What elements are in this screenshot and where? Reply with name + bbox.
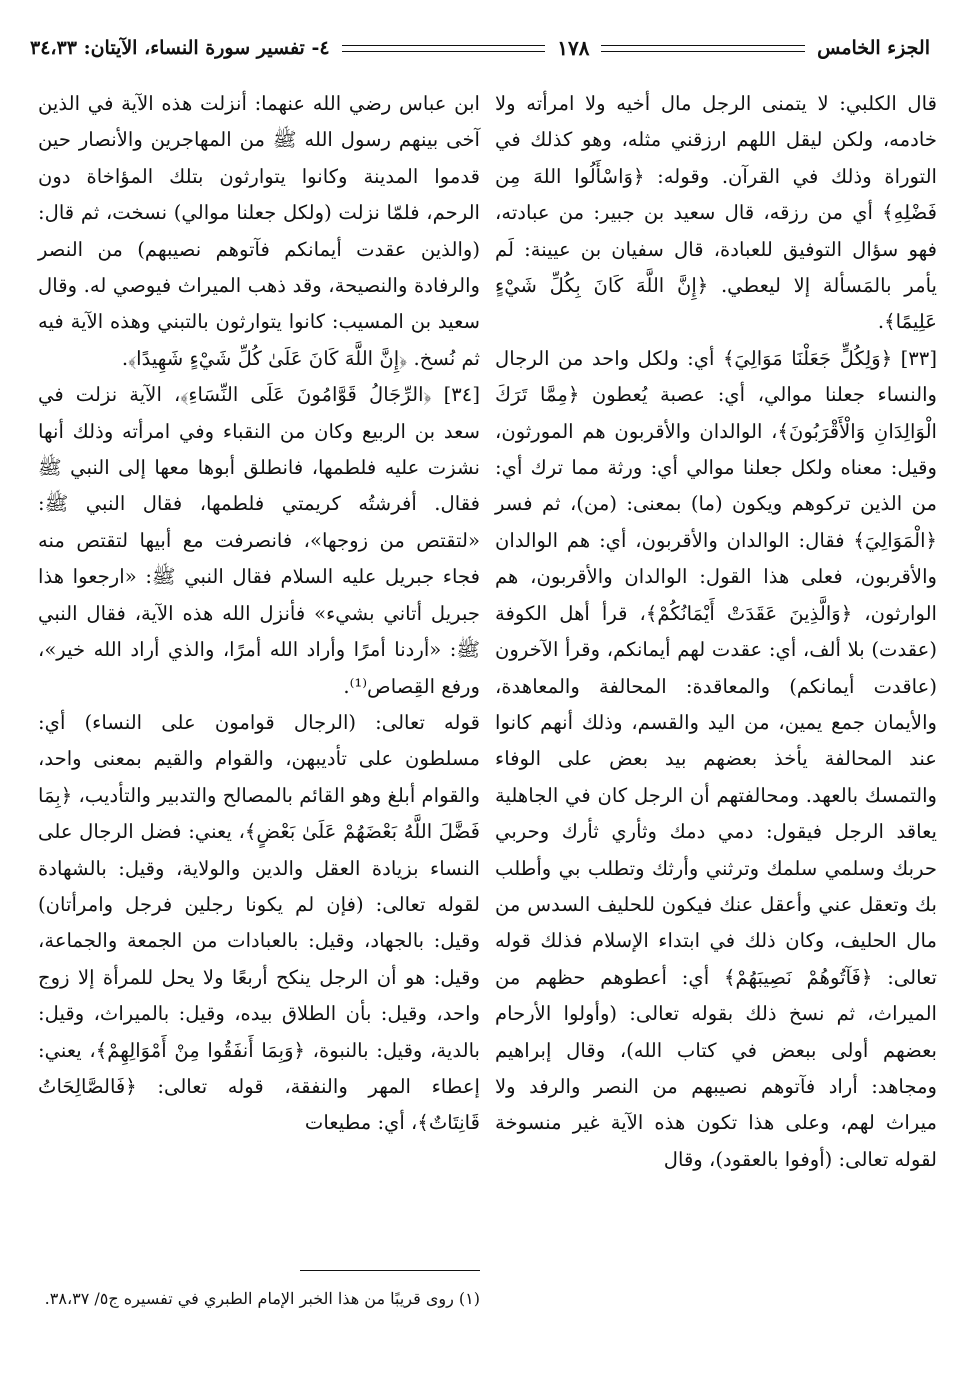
header-surah-title: ٤- تفسير سورة النساء، الآيتان: ٣٤،٣٣ xyxy=(30,37,330,59)
header-rule-right xyxy=(601,45,805,52)
header-part-title: الجزء الخامس xyxy=(817,37,930,59)
page-number: ١٧٨ xyxy=(557,36,590,60)
footnote xyxy=(38,1282,480,1316)
paragraph: قال الكلبي: لا يتمنى الرجل مال أخيه ولا امرأته ولا خادمه، ولكن ليقل اللهم ارزقني مثله، وهو كذلك في التوراة وذلك في القرآن. وقوله: ﴿وَاسْأَلُوا اللهَ مِن فَضْلِهِ﴾ أي من رزقه، قال سعيد بن جبير: من عبادته، فهو سؤال التوفيق للعبادة، قال سفيان بن عيينة: لَم يأمر بالمَسألة إلا ليعطي. ﴿إِنَّ اللَّهَ كَانَ بِكُلِّ شَيْءٍ عَلِيمًا﴾. xyxy=(495,92,937,334)
paragraph: قوله تعالى: (الرجال قوامون على النساء) أي: مسلطون على تأديبهن، والقوام والقيم بمعنى واحد، والقوام أبلغ وهو القائم بالمصالح والتدبير والتأديب، ﴿بِمَا فَضَّلَ اللَّهُ بَعْضَهُمْ عَلَىٰ بَعْضٍ﴾، يعني: فضل الرجال على النساء بزيادة العقل والدين والولاية، وقيل: بالشهادة لقوله تعالى: (فإن لم يكونا رجلين فرجل وامرأتان) وقيل: بالجهاد، وقيل: بالعبادات من الجمعة والجماعة، وقيل: هو أن الرجل ينكح أربعًا ولا يحل للمرأة إلا زوج واحد، وقيل: بأن الطلاق بيده، وقيل: بالميراث، وقيل: بالدية، وقيل: بالنبوة، ﴿وَبِمَا أَنفَقُوا مِنْ أَمْوَالِهِمْ﴾، يعني: إعطاء المهر والنفقة، قوله تعالى: ﴿فَالصَّالِحَاتُ قَانِتَاتٌ﴾، أي: مطيعات xyxy=(38,710,480,1135)
paragraph: [٣٤] ﴿الرِّجَالُ قَوَّامُونَ عَلَى النِّسَاءِ﴾، الآية نزلت في سعد بن الربيع وكان من النقباء وفي امرأته وذلك أنها نشزت عليه فلطمها، فانطلق أبوها معها إلى النبي ﷺ فقال. أفرشتُه كريمتي فلطمها، فقال النبي ﷺ: «لتقتص من زوجها»، فانصرفت مع أبيها لتقتص منه فجاء جبريل عليه السلام فقال النبي ﷺ: «ارجعوا هذا جبريل أتاني بشيء» فأنزل الله هذه الآية، فقال النبي ﷺ: «أردنا أمرًا وأراد الله أمرًا، والذي أراد الله خير»، ورفع القِصاص⁽¹⁾. xyxy=(38,383,480,698)
footnote-divider xyxy=(300,1270,480,1271)
page-header xyxy=(30,28,930,68)
left-column xyxy=(38,86,480,1142)
header-rule-left xyxy=(342,45,546,52)
paragraph: ابن عباس رضي الله عنهما: أنزلت هذه الآية في الذين آخى بينهم رسول الله ﷺ من المهاجرين والأنصار حين قدموا المدينة وكانوا يتوارثون بتلك المؤاخاة دون الرحم، فلمّا نزلت (ولكل جعلنا موالي) نسخت، ثم قال: (والذين عقدت أيمانكم فآتوهم نصيبهم) من النصر والرفادة والنصيحة، وقد ذهب الميراث فيوصي له. وقال سعيد بن المسيب: كانوا يتوارثون بالتبني وهذه الآية فيه ثم نُسخ. ﴿إِنَّ اللَّهَ كَانَ عَلَىٰ كُلِّ شَيْءٍ شَهِيدًا﴾. xyxy=(38,92,480,370)
right-column xyxy=(495,86,937,1178)
paragraph: [٣٣] ﴿وَلِكُلٍّ جَعَلْنَا مَوَالِيَ﴾ أي: ولكل واحد من الرجال والنساء جعلنا موالي، أي: عصبة يُعطون ﴿مِمَّا تَرَكَ الْوَالِدَانِ وَالْأَقْرَبُونَ﴾، الوالدان والأقربون هم المورثون، وقيل: معناه ولكل جعلنا موالي أي: ورثة مما ترك أي: من الذين تركوهم ويكون (ما) بمعنى: (من)، ثم فسر ﴿الْمَوَالِيَ﴾ فقال: الوالدان والأقربون، أي: هم الوالدان والأقربون، فعلى هذا القول: الوالدان والأقربون، هم الوارثون، ﴿وَالَّذِينَ عَقَدَتْ أَيْمَانُكُمْ﴾، قرأ أهل الكوفة (عقدت) بلا ألف، أي: عقدت لهم أيمانكم، وقرأ الآخرون (عاقدت أيمانكم) والمعاقدة: المحالفة والمعاهدة، والأيمان جمع يمين، من اليد والقسم، وذلك أنهم كانوا عند المحالفة يأخذ بعضهم بيد بعض على الوفاء والتمسك بالعهد. ومحالفتهم أن الرجل كان في الجاهلية يعاقد الرجل فيقول: دمي دمك وثأري ثأرك وحربي حربك وسلمي سلمك وترثني وأرثك وتطلب بي وأطلب بك وتعقل عني وأعقل عنك فيكون للحليف السدس من مال الحليف، وكان ذلك في ابتداء الإسلام فذلك قوله تعالى: ﴿فَآتُوهُمْ نَصِيبَهُمْ﴾ أي: أعطوهم حظهم من الميراث، ثم نسخ ذلك بقوله تعالى: (وأولوا الأرحام بعضهم أولى ببعض في كتاب الله)، وقال إبراهيم ومجاهد: أراد فآتوهم نصيبهم من النصر والرفد ولا ميراث لهم، وعلى هذا تكون هذه الآية غير منسوخة لقوله تعالى: (أوفوا بالعقود)، وقال xyxy=(495,346,937,1171)
footnote-text: (١) روى قريبًا من هذا الخبر الإمام الطبري في تفسيره ج٥/ ٣٨،٣٧. xyxy=(44,1289,480,1308)
